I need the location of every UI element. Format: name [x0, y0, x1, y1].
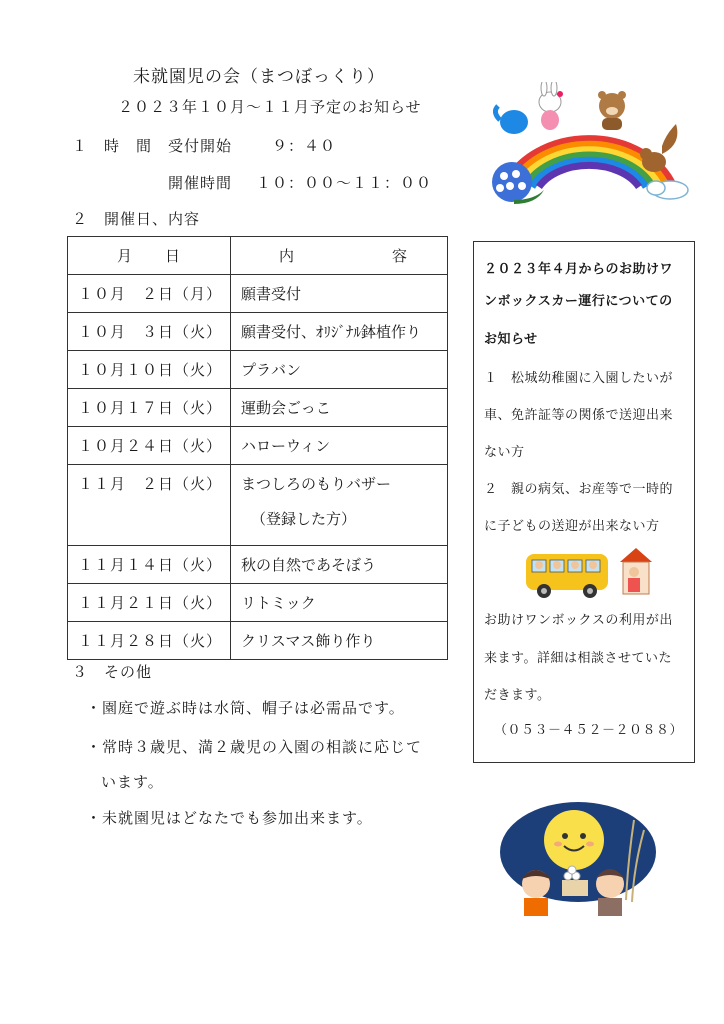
notice-item-1c: ない方 — [484, 445, 525, 460]
table-row — [68, 389, 448, 427]
table-row — [68, 351, 448, 389]
reception-time: ９：４０ — [272, 137, 337, 155]
notice-usage-3: だきます。 — [484, 688, 551, 703]
row-content: リトミック — [231, 584, 448, 622]
notice-phone: （０５３－４５２－２０８８） — [494, 723, 684, 738]
row-date: １１月１４日（火） — [68, 546, 231, 584]
table-row — [68, 313, 448, 351]
bullet-bottle-hat: ・園庭で遊ぶ時は水筒、帽子は必需品です。 — [86, 699, 405, 717]
other-heading: ３ その他 — [72, 663, 153, 681]
row-content: ハローウィン — [231, 427, 448, 465]
notice-title-2: ンボックスカー運行についての — [484, 294, 673, 309]
time-heading: １ 時 間 — [72, 137, 153, 155]
page-subtitle: ２０２３年１０月～１１月予定のお知らせ — [118, 98, 422, 116]
table-row — [68, 546, 448, 584]
hours-time: １０：００～１１：００ — [256, 174, 433, 192]
row-content: 願書受付、ｵﾘｼﾞﾅﾙ鉢植作り — [231, 313, 448, 351]
school-bus-illustration — [524, 544, 654, 602]
schedule-heading: ２ 開催日、内容 — [72, 210, 201, 228]
row-content: クリスマス飾り作り — [231, 622, 448, 660]
row-date: １１月 ２日（火） — [68, 465, 231, 546]
notice-usage-2: 来ます。詳細は相談させていた — [484, 651, 672, 666]
row-date: １０月 ３日（火） — [68, 313, 231, 351]
bullet-enrollment-cont: います。 — [101, 773, 164, 791]
schedule-table — [67, 236, 448, 660]
row-content — [231, 465, 448, 546]
notice-item-1b: 車、免許証等の関係で送迎出来 — [484, 408, 674, 423]
table-row — [68, 275, 448, 313]
header-date: 月 日 — [68, 237, 231, 275]
table-header-row — [68, 237, 448, 275]
row-content-main: まつしろのもりバザー — [241, 475, 392, 493]
table-row — [68, 584, 448, 622]
row-content: 願書受付 — [231, 275, 448, 313]
row-date: １０月 ２日（月） — [68, 275, 231, 313]
hours-label: 開催時間 — [168, 174, 233, 192]
row-content: プラバン — [231, 351, 448, 389]
bullet-anyone: ・未就園児はどなたでも参加出来ます。 — [86, 809, 373, 827]
page-title: 未就園児の会（まつぼっくり） — [133, 67, 385, 87]
notice-title-3: お知らせ — [484, 332, 538, 347]
moon-viewing-illustration — [498, 800, 658, 918]
notice-usage-1: お助けワンボックスの利用が出 — [484, 613, 673, 628]
notice-item-2b: に子どもの送迎が出来ない方 — [484, 519, 660, 534]
row-content: 運動会ごっこ — [231, 389, 448, 427]
reception-label: 受付開始 — [168, 137, 233, 155]
notice-item-1: １ 松城幼稚園に入園したいが — [484, 371, 674, 386]
table-row — [68, 622, 448, 660]
row-content: 秋の自然であそぼう — [231, 546, 448, 584]
rainbow-animals-illustration — [484, 82, 694, 217]
row-content-sub: （登録した方） — [251, 510, 357, 528]
header-content: 内 容 — [231, 237, 448, 275]
notice-item-2: ２ 親の病気、お産等で一時的 — [484, 482, 674, 497]
row-date: １１月２８日（火） — [68, 622, 231, 660]
table-row — [68, 465, 448, 546]
table-row — [68, 427, 448, 465]
notice-box — [473, 241, 695, 763]
row-date: １０月２４日（火） — [68, 427, 231, 465]
row-date: １０月１０日（火） — [68, 351, 231, 389]
notice-title-1: ２０２３年４月からのお助けワ — [484, 262, 674, 277]
row-date: １１月２１日（火） — [68, 584, 231, 622]
row-date: １０月１７日（火） — [68, 389, 231, 427]
bullet-enrollment: ・常時３歳児、満２歳児の入園の相談に応じて — [86, 738, 423, 756]
